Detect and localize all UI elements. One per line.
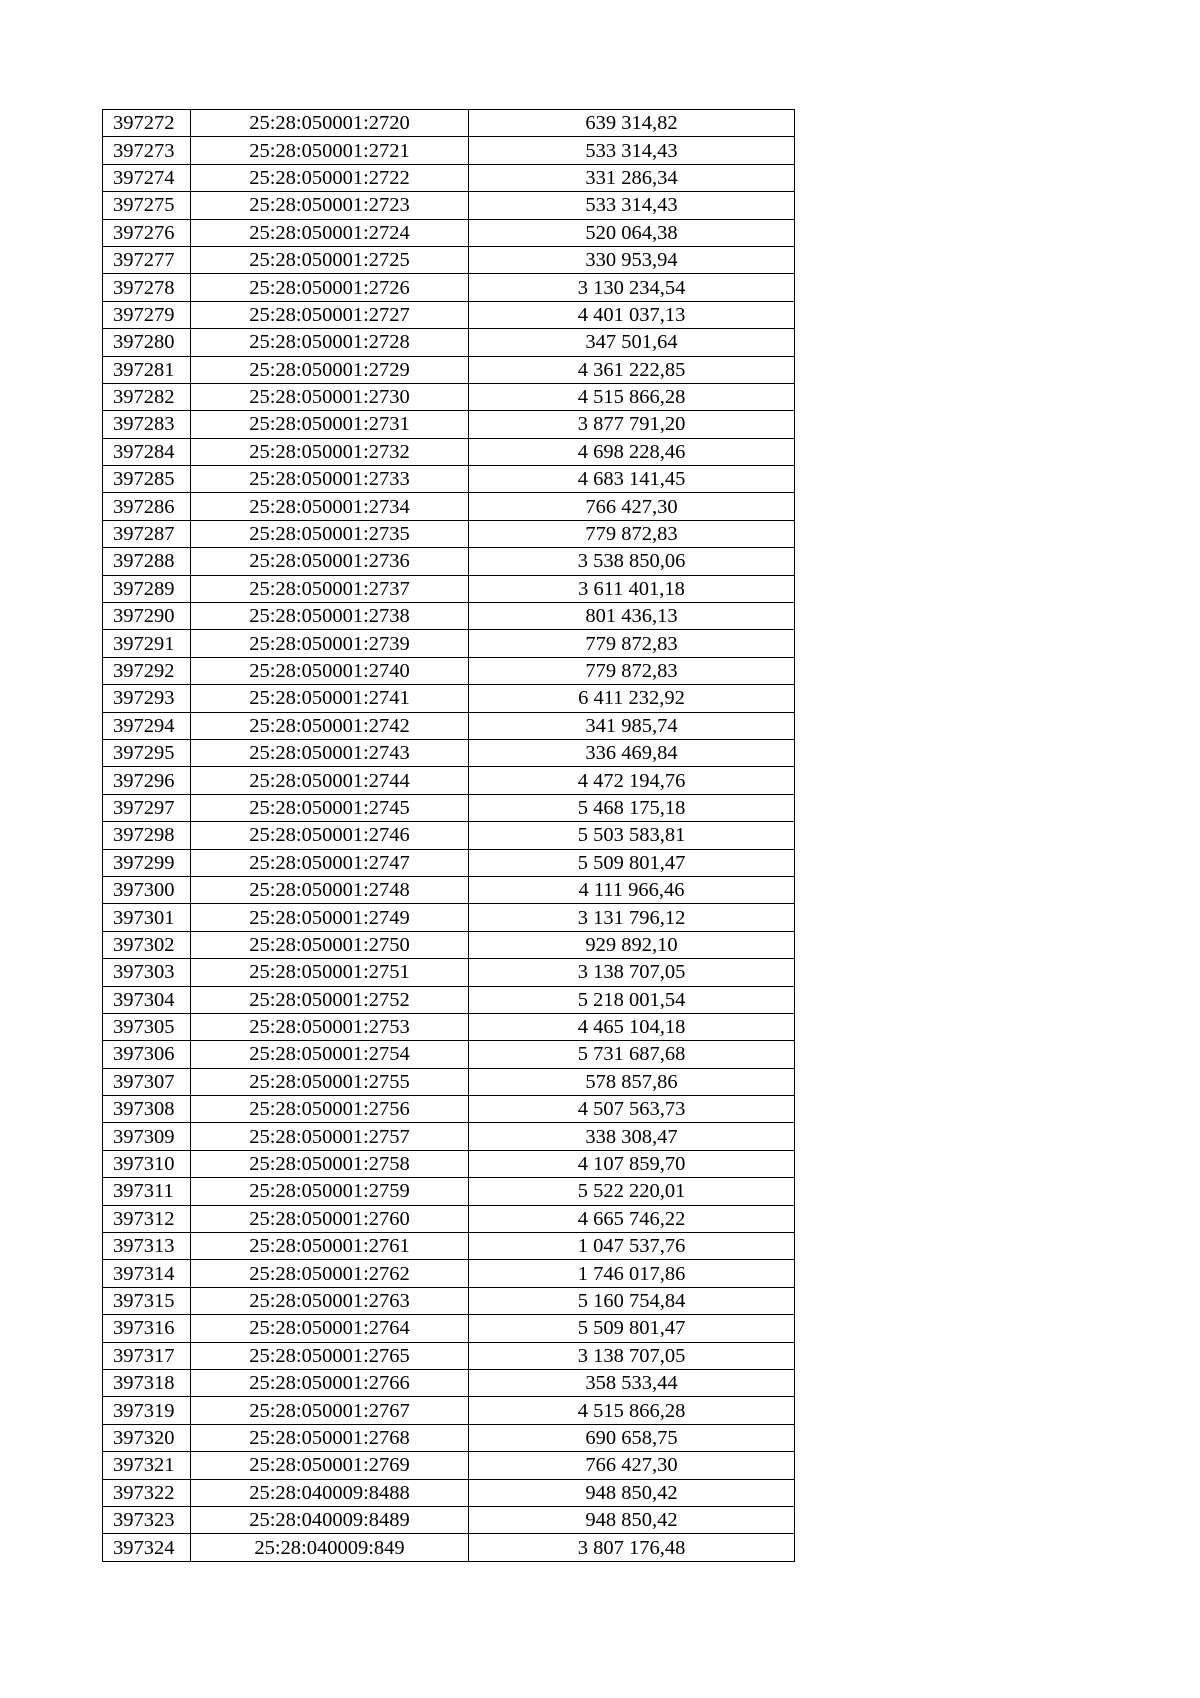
row-number-cell: 397312 [103, 1205, 191, 1232]
cadastral-number-cell: 25:28:050001:2765 [191, 1342, 469, 1369]
table-body [103, 110, 795, 1562]
value-cell: 338 308,47 [469, 1123, 795, 1150]
table-row [103, 493, 795, 520]
row-number-cell: 397324 [103, 1534, 191, 1561]
cadastral-number-cell: 25:28:050001:2734 [191, 493, 469, 520]
cadastral-number-cell: 25:28:050001:2730 [191, 383, 469, 410]
value-cell: 3 130 234,54 [469, 274, 795, 301]
table-row [103, 1178, 795, 1205]
row-number-cell: 397273 [103, 137, 191, 164]
table-row [103, 383, 795, 410]
document-page [102, 109, 794, 1562]
row-number-cell: 397322 [103, 1479, 191, 1506]
value-cell: 1 047 537,76 [469, 1233, 795, 1260]
value-cell: 779 872,83 [469, 630, 795, 657]
row-number-cell: 397296 [103, 767, 191, 794]
value-cell: 779 872,83 [469, 520, 795, 547]
cadastral-number-cell: 25:28:050001:2722 [191, 164, 469, 191]
cadastral-number-cell: 25:28:050001:2759 [191, 1178, 469, 1205]
value-cell: 4 507 563,73 [469, 1096, 795, 1123]
value-cell: 5 509 801,47 [469, 849, 795, 876]
table-row [103, 164, 795, 191]
value-cell: 639 314,82 [469, 110, 795, 137]
cadastral-number-cell: 25:28:050001:2736 [191, 548, 469, 575]
cadastral-number-cell: 25:28:050001:2725 [191, 246, 469, 273]
row-number-cell: 397308 [103, 1096, 191, 1123]
table-row [103, 301, 795, 328]
table-row [103, 329, 795, 356]
value-cell: 5 218 001,54 [469, 986, 795, 1013]
row-number-cell: 397280 [103, 329, 191, 356]
table-row [103, 1123, 795, 1150]
row-number-cell: 397278 [103, 274, 191, 301]
row-number-cell: 397297 [103, 794, 191, 821]
value-cell: 4 472 194,76 [469, 767, 795, 794]
value-cell: 578 857,86 [469, 1068, 795, 1095]
value-cell: 3 807 176,48 [469, 1534, 795, 1561]
row-number-cell: 397281 [103, 356, 191, 383]
table-row [103, 1424, 795, 1451]
row-number-cell: 397276 [103, 219, 191, 246]
cadastral-number-cell: 25:28:050001:2761 [191, 1233, 469, 1260]
table-row [103, 1534, 795, 1561]
row-number-cell: 397295 [103, 739, 191, 766]
row-number-cell: 397323 [103, 1506, 191, 1533]
cadastral-number-cell: 25:28:050001:2757 [191, 1123, 469, 1150]
row-number-cell: 397307 [103, 1068, 191, 1095]
value-cell: 4 515 866,28 [469, 1397, 795, 1424]
cadastral-number-cell: 25:28:040009:8488 [191, 1479, 469, 1506]
row-number-cell: 397283 [103, 411, 191, 438]
table-row [103, 1260, 795, 1287]
cadastral-number-cell: 25:28:050001:2726 [191, 274, 469, 301]
table-row [103, 603, 795, 630]
table-row [103, 739, 795, 766]
cadastral-number-cell: 25:28:050001:2763 [191, 1287, 469, 1314]
table-row [103, 110, 795, 137]
value-cell: 929 892,10 [469, 931, 795, 958]
row-number-cell: 397292 [103, 657, 191, 684]
table-row [103, 1013, 795, 1040]
cadastral-number-cell: 25:28:050001:2724 [191, 219, 469, 246]
cadastral-number-cell: 25:28:050001:2768 [191, 1424, 469, 1451]
value-cell: 4 111 966,46 [469, 876, 795, 903]
table-row [103, 274, 795, 301]
cadastral-number-cell: 25:28:050001:2760 [191, 1205, 469, 1232]
cadastral-number-cell: 25:28:050001:2735 [191, 520, 469, 547]
cadastral-number-cell: 25:28:050001:2732 [191, 438, 469, 465]
row-number-cell: 397287 [103, 520, 191, 547]
value-cell: 3 611 401,18 [469, 575, 795, 602]
cadastral-number-cell: 25:28:050001:2720 [191, 110, 469, 137]
table-row [103, 1287, 795, 1314]
table-row [103, 630, 795, 657]
row-number-cell: 397285 [103, 466, 191, 493]
row-number-cell: 397318 [103, 1369, 191, 1396]
value-cell: 4 665 746,22 [469, 1205, 795, 1232]
value-cell: 520 064,38 [469, 219, 795, 246]
row-number-cell: 397302 [103, 931, 191, 958]
value-cell: 779 872,83 [469, 657, 795, 684]
row-number-cell: 397305 [103, 1013, 191, 1040]
cadastral-number-cell: 25:28:050001:2746 [191, 822, 469, 849]
value-cell: 5 509 801,47 [469, 1315, 795, 1342]
value-cell: 5 522 220,01 [469, 1178, 795, 1205]
table-row [103, 986, 795, 1013]
row-number-cell: 397320 [103, 1424, 191, 1451]
cadastral-number-cell: 25:28:050001:2743 [191, 739, 469, 766]
cadastral-number-cell: 25:28:050001:2742 [191, 712, 469, 739]
cadastral-number-cell: 25:28:050001:2744 [191, 767, 469, 794]
cadastral-number-cell: 25:28:050001:2745 [191, 794, 469, 821]
cadastral-number-cell: 25:28:050001:2754 [191, 1041, 469, 1068]
cadastral-number-cell: 25:28:050001:2762 [191, 1260, 469, 1287]
row-number-cell: 397275 [103, 192, 191, 219]
cadastral-number-cell: 25:28:050001:2752 [191, 986, 469, 1013]
value-cell: 336 469,84 [469, 739, 795, 766]
value-cell: 3 138 707,05 [469, 959, 795, 986]
value-cell: 5 503 583,81 [469, 822, 795, 849]
table-row [103, 1041, 795, 1068]
table-row [103, 192, 795, 219]
table-row [103, 411, 795, 438]
table-row [103, 1068, 795, 1095]
value-cell: 533 314,43 [469, 192, 795, 219]
cadastral-number-cell: 25:28:050001:2721 [191, 137, 469, 164]
value-cell: 347 501,64 [469, 329, 795, 356]
value-cell: 5 731 687,68 [469, 1041, 795, 1068]
table-row [103, 219, 795, 246]
cadastral-number-cell: 25:28:050001:2751 [191, 959, 469, 986]
value-cell: 4 698 228,46 [469, 438, 795, 465]
table-row [103, 1397, 795, 1424]
row-number-cell: 397317 [103, 1342, 191, 1369]
cadastral-number-cell: 25:28:050001:2737 [191, 575, 469, 602]
row-number-cell: 397290 [103, 603, 191, 630]
value-cell: 6 411 232,92 [469, 685, 795, 712]
cadastral-number-cell: 25:28:050001:2740 [191, 657, 469, 684]
value-cell: 3 131 796,12 [469, 904, 795, 931]
value-cell: 358 533,44 [469, 1369, 795, 1396]
row-number-cell: 397313 [103, 1233, 191, 1260]
cadastral-number-cell: 25:28:050001:2753 [191, 1013, 469, 1040]
value-cell: 3 877 791,20 [469, 411, 795, 438]
cadastral-number-cell: 25:28:050001:2755 [191, 1068, 469, 1095]
value-cell: 331 286,34 [469, 164, 795, 191]
table-row [103, 575, 795, 602]
value-cell: 341 985,74 [469, 712, 795, 739]
cadastral-number-cell: 25:28:050001:2727 [191, 301, 469, 328]
cadastral-number-cell: 25:28:050001:2739 [191, 630, 469, 657]
value-cell: 4 465 104,18 [469, 1013, 795, 1040]
row-number-cell: 397306 [103, 1041, 191, 1068]
row-number-cell: 397304 [103, 986, 191, 1013]
table-row [103, 712, 795, 739]
table-row [103, 904, 795, 931]
row-number-cell: 397321 [103, 1452, 191, 1479]
value-cell: 330 953,94 [469, 246, 795, 273]
row-number-cell: 397299 [103, 849, 191, 876]
cadastral-number-cell: 25:28:040009:849 [191, 1534, 469, 1561]
value-cell: 533 314,43 [469, 137, 795, 164]
table-row [103, 876, 795, 903]
table-row [103, 137, 795, 164]
table-row [103, 685, 795, 712]
row-number-cell: 397310 [103, 1150, 191, 1177]
table-row [103, 1452, 795, 1479]
value-cell: 948 850,42 [469, 1506, 795, 1533]
cadastral-number-cell: 25:28:050001:2769 [191, 1452, 469, 1479]
table-row [103, 1479, 795, 1506]
value-cell: 1 746 017,86 [469, 1260, 795, 1287]
table-row [103, 794, 795, 821]
table-row [103, 1506, 795, 1533]
table-row [103, 520, 795, 547]
cadastral-number-cell: 25:28:050001:2741 [191, 685, 469, 712]
row-number-cell: 397309 [103, 1123, 191, 1150]
table-row [103, 822, 795, 849]
value-cell: 766 427,30 [469, 1452, 795, 1479]
table-row [103, 959, 795, 986]
cadastral-number-cell: 25:28:050001:2758 [191, 1150, 469, 1177]
table-row [103, 438, 795, 465]
table-row [103, 466, 795, 493]
row-number-cell: 397300 [103, 876, 191, 903]
row-number-cell: 397279 [103, 301, 191, 328]
cadastral-number-cell: 25:28:050001:2723 [191, 192, 469, 219]
row-number-cell: 397314 [103, 1260, 191, 1287]
table-row [103, 1205, 795, 1232]
row-number-cell: 397272 [103, 110, 191, 137]
row-number-cell: 397293 [103, 685, 191, 712]
table-row [103, 767, 795, 794]
table-row [103, 849, 795, 876]
row-number-cell: 397277 [103, 246, 191, 273]
value-cell: 4 515 866,28 [469, 383, 795, 410]
cadastral-number-cell: 25:28:050001:2747 [191, 849, 469, 876]
cadastral-number-cell: 25:28:050001:2729 [191, 356, 469, 383]
cadastral-number-cell: 25:28:040009:8489 [191, 1506, 469, 1533]
cadastral-number-cell: 25:28:050001:2767 [191, 1397, 469, 1424]
value-cell: 766 427,30 [469, 493, 795, 520]
value-cell: 5 160 754,84 [469, 1287, 795, 1314]
row-number-cell: 397316 [103, 1315, 191, 1342]
table-row [103, 1096, 795, 1123]
value-cell: 3 538 850,06 [469, 548, 795, 575]
row-number-cell: 397315 [103, 1287, 191, 1314]
row-number-cell: 397291 [103, 630, 191, 657]
row-number-cell: 397319 [103, 1397, 191, 1424]
row-number-cell: 397298 [103, 822, 191, 849]
table-row [103, 1369, 795, 1396]
table-row [103, 246, 795, 273]
value-cell: 3 138 707,05 [469, 1342, 795, 1369]
table-row [103, 931, 795, 958]
value-cell: 5 468 175,18 [469, 794, 795, 821]
table-row [103, 548, 795, 575]
row-number-cell: 397284 [103, 438, 191, 465]
cadastral-number-cell: 25:28:050001:2756 [191, 1096, 469, 1123]
cadastral-number-cell: 25:28:050001:2748 [191, 876, 469, 903]
cadastral-number-cell: 25:28:050001:2764 [191, 1315, 469, 1342]
cadastral-number-cell: 25:28:050001:2728 [191, 329, 469, 356]
value-cell: 948 850,42 [469, 1479, 795, 1506]
value-cell: 4 401 037,13 [469, 301, 795, 328]
row-number-cell: 397311 [103, 1178, 191, 1205]
table-row [103, 1233, 795, 1260]
cadastral-number-cell: 25:28:050001:2749 [191, 904, 469, 931]
table-row [103, 1150, 795, 1177]
value-cell: 690 658,75 [469, 1424, 795, 1451]
cadastral-number-cell: 25:28:050001:2766 [191, 1369, 469, 1396]
cadastral-number-cell: 25:28:050001:2738 [191, 603, 469, 630]
row-number-cell: 397282 [103, 383, 191, 410]
value-cell: 4 361 222,85 [469, 356, 795, 383]
table-row [103, 657, 795, 684]
row-number-cell: 397288 [103, 548, 191, 575]
value-cell: 801 436,13 [469, 603, 795, 630]
row-number-cell: 397289 [103, 575, 191, 602]
value-cell: 4 683 141,45 [469, 466, 795, 493]
cadastral-number-cell: 25:28:050001:2733 [191, 466, 469, 493]
row-number-cell: 397286 [103, 493, 191, 520]
table-row [103, 1315, 795, 1342]
cadastral-number-cell: 25:28:050001:2731 [191, 411, 469, 438]
row-number-cell: 397274 [103, 164, 191, 191]
row-number-cell: 397303 [103, 959, 191, 986]
cadastral-number-cell: 25:28:050001:2750 [191, 931, 469, 958]
cadastral-value-table [102, 109, 795, 1562]
table-row [103, 1342, 795, 1369]
value-cell: 4 107 859,70 [469, 1150, 795, 1177]
table-row [103, 356, 795, 383]
row-number-cell: 397301 [103, 904, 191, 931]
row-number-cell: 397294 [103, 712, 191, 739]
